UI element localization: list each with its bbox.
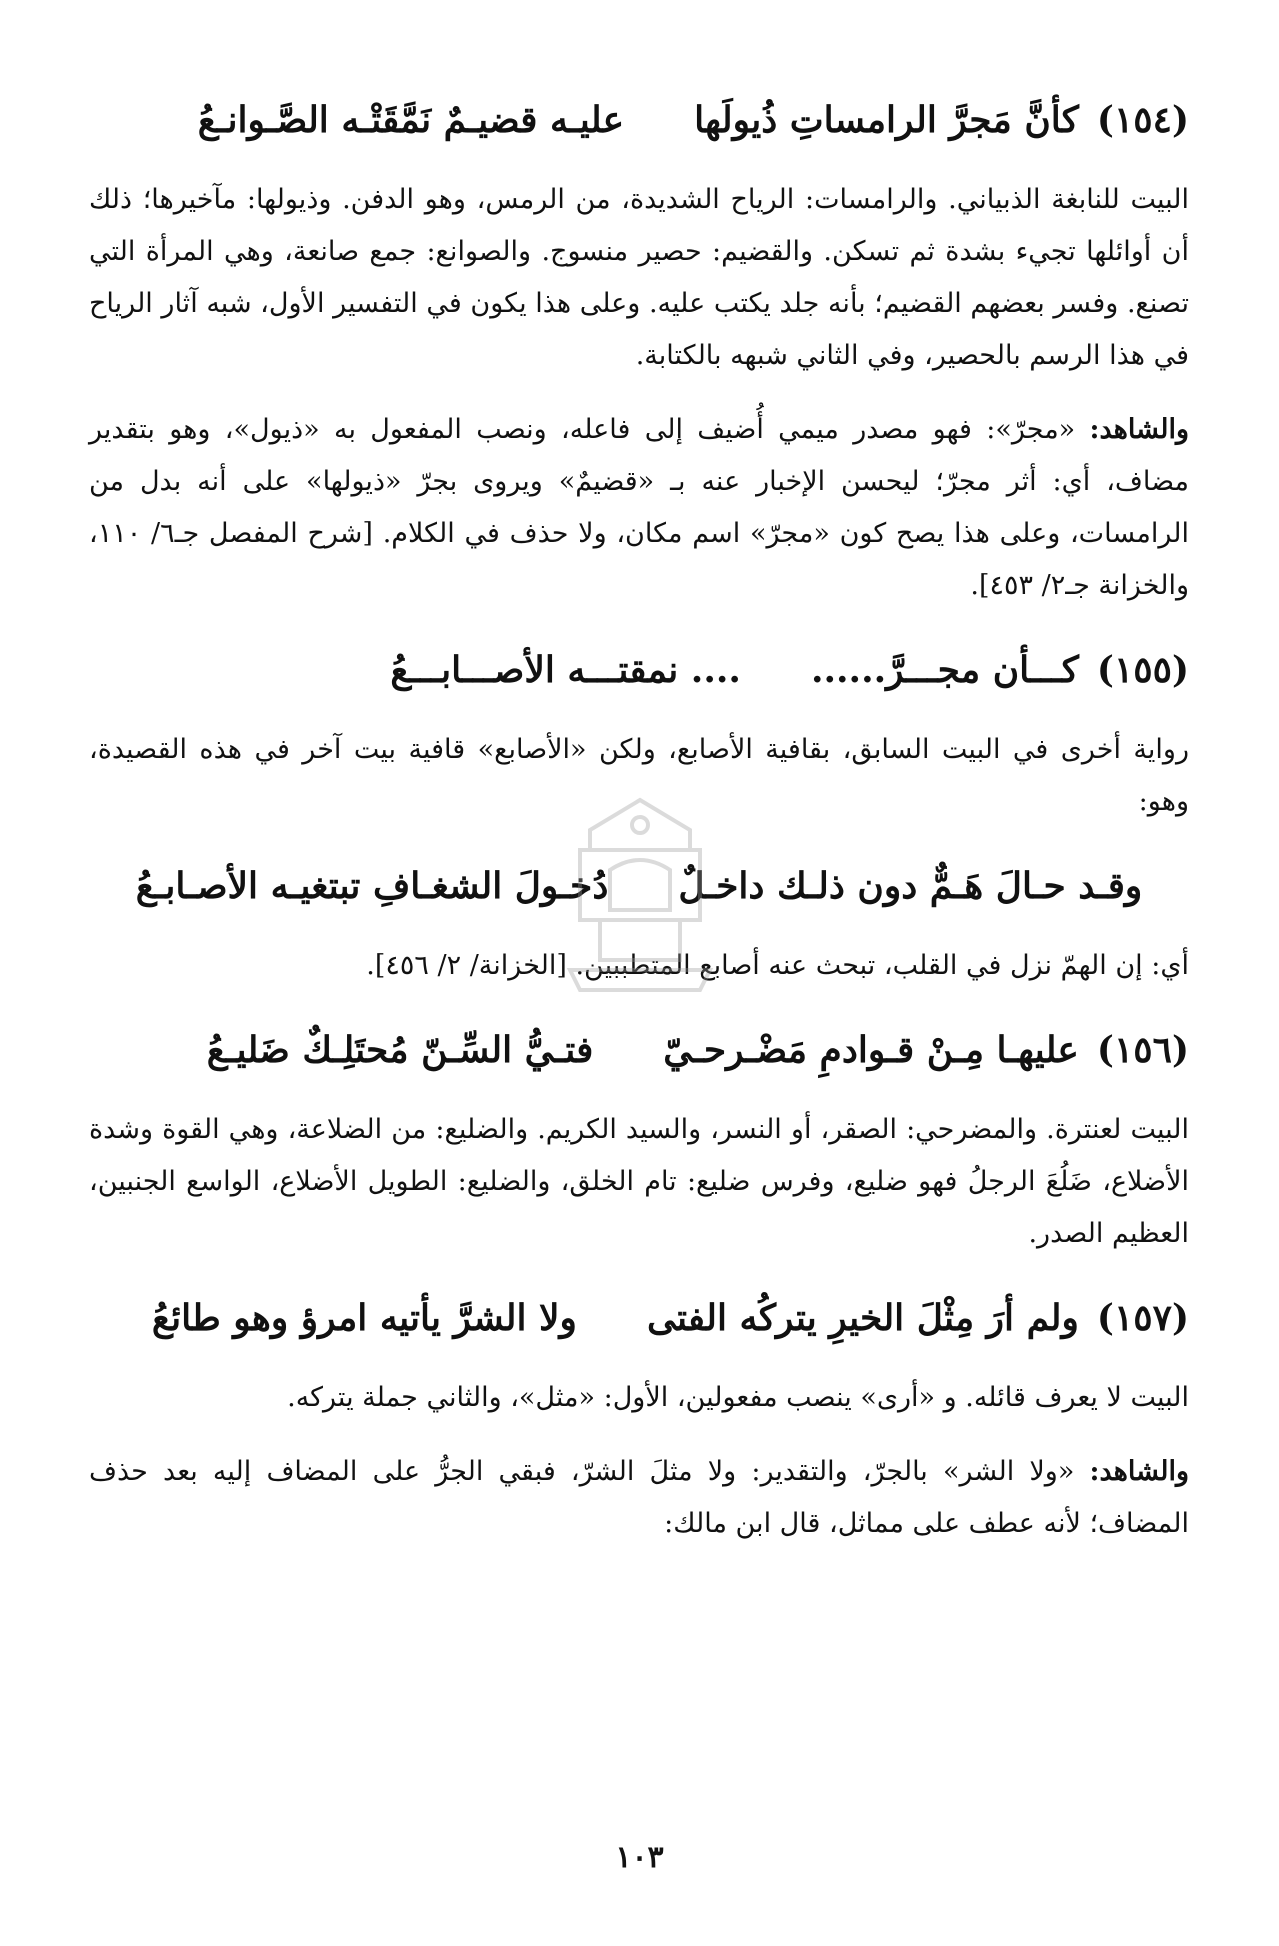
evidence-text: «ولا الشر» بالجرّ، والتقدير: ولا مثلَ الشرّ، فبقي الجرُّ على المضاف إليه بعد حذف المضاف؛ لأنه عطف على مماثل، قال ابن مالك: [89,1456,1189,1539]
verse-hemistich-second: فتـيُّ السِّـنّ مُحتَلِـكٌ ضَليـعُ [206,1029,594,1071]
verse-hemistich-second: عليـه قضيـمٌ نَمَّقَتْـه الصَّـوانـعُ [197,99,625,141]
verse-number: (١٥٥) [1096,649,1189,691]
evidence-label: والشاهد: [1089,414,1189,445]
commentary-paragraph: رواية أخرى في البيت السابق، بقافية الأصابع، ولكن «الأصابع» قافية بيت آخر في هذه القصيدة، وهو: [89,734,1189,817]
commentary-paragraph: أي: إن الهمّ نزل في القلب، تبحث عنه أصابع المتطببين. [الخزانة/ ٢/ ٤٥٦]. [366,950,1189,981]
verse-155 [89,634,1189,706]
evidence-text: «مجرّ»: فهو مصدر ميمي أُضيف إلى فاعله، ونصب المفعول به «ذيول»، وهو بتقدير مضاف، أي: أثر مجرّ؛ ليحسن الإخبار عنه بـ «قضيمٌ» ويروى بجرّ «ذيولها» على أنه بدل من الرامسات، وعلى هذا يصح كون «مجرّ» اسم مكان، ولا حذف في الكلام. [شرح المفصل جـ٦/ ١١٠، والخزانة جـ٢/ ٤٥٣]. [89,414,1189,601]
verse-hemistich-second: ولا الشرَّ يأتيه امرؤ وهو طائعُ [151,1297,577,1339]
verse-hemistich-second: دُخـولَ الشغـافِ تبتغيـه الأصـابـعُ [135,865,609,907]
evidence-paragraph [89,1446,1189,1550]
verse-number: (١٥٦) [1096,1029,1189,1071]
verse-number: (١٥٤) [1096,99,1189,141]
evidence-paragraph [89,404,1189,612]
commentary-paragraph: البيت لا يعرف قائله. و «أرى» ينصب مفعولين، الأول: «مثل»، والثاني جملة يتركه. [287,1382,1189,1413]
evidence-label: والشاهد: [1089,1456,1189,1487]
page-number: ١٠٣ [615,1840,664,1875]
verse-number: (١٥٧) [1096,1297,1189,1339]
verse-157 [89,1282,1189,1354]
verse-hemistich-first: ولم أرَ مِثْلَ الخيرِ يتركُه الفتى [646,1297,1079,1339]
verse-hemistich-first: كأنَّ مَجرَّ الرامساتِ ذُيولَها [694,99,1079,141]
verse-hemistich-second: .... نمقتـــه الأصـــابـــعُ [390,649,741,691]
commentary-paragraph: البيت للنابغة الذبياني. والرامسات: الرياح الشديدة، من الرمس، وهو الدفن. وذيولها: مآخيرها؛ ذلك أن أوائلها تجيء بشدة ثم تسكن. والقضيم: حصير منسوج. والصوانع: جمع صانعة، وهي المرأة التي تصنع. وفسر بعضهم القضيم؛ بأنه جلد يكتب عليه. وعلى هذا يكون في التفسير الأول، شبه آثار الرياح في هذا الرسم بالحصير، وفي الثاني شبهه بالكتابة. [89,184,1189,371]
verse-hemistich-first: كـــأن مجـــرَّ...... [810,649,1079,691]
commentary-paragraph: البيت لعنترة. والمضرحي: الصقر، أو النسر، والسيد الكريم. والضليع: من الضلاعة، وهي القوة وشدة الأضلاع، ضَلُعَ الرجلُ فهو ضليع، وفرس ضليع: تام الخلق، والضليع: الطويل الأضلاع، الواسع الجنبين، العظيم الصدر. [89,1114,1189,1249]
library-watermark-icon [540,790,740,1010]
verse-hemistich-first: وقـد حـالَ هَـمٌّ دون ذلـك داخـلٌ [678,865,1143,907]
verse-156 [89,1014,1189,1086]
verse-154 [89,84,1189,156]
verse-hemistich-first: عليهـا مِـنْ قـوادمِ مَضْـرحـيّ [663,1029,1079,1071]
